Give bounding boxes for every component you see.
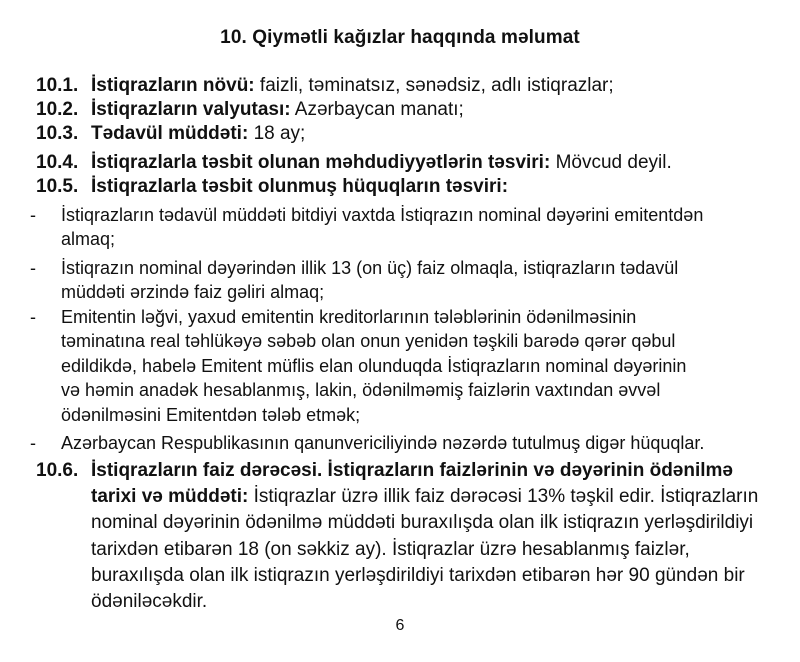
item-text: 18 ay; bbox=[248, 123, 306, 144]
item-line: ödəniləcəkdir. bbox=[91, 591, 208, 613]
item-number: 10.3. bbox=[36, 123, 79, 144]
bullet-dash: - bbox=[30, 433, 36, 453]
item-number: 10.5. bbox=[36, 176, 79, 197]
item-body bbox=[91, 458, 791, 615]
item-line: tarixi və müddəti: İstiqrazlar üzrə illik faiz dərəcəsi 13% təşkil edir. İstiqrazların bbox=[91, 486, 759, 508]
bullet-text: İstiqrazın nominal dəyərindən illik 13 (on üç) faiz olmaqla, istiqrazların tədavül müddəti ərzində faiz gəliri almaq; bbox=[61, 258, 679, 303]
bullet-text: İstiqrazların tədavül müddəti bitdiyi vaxtda İstiqrazın nominal dəyərini emitentdən almaq; bbox=[61, 205, 704, 250]
item-label: İstiqrazların faiz dərəcəsi. İstiqrazların faizlərinin və dəyərinin ödənilmə bbox=[91, 460, 733, 481]
item-label: İstiqrazların növü: bbox=[91, 75, 255, 96]
item-line: nominal dəyərinin ödənilmə müddəti buraxılışda olan ilk istiqrazın yerləşdirildiyi bbox=[91, 512, 754, 534]
item-body bbox=[91, 151, 672, 175]
item-text: faizli, təminatsız, sənədsiz, adlı istiqrazlar; bbox=[254, 75, 614, 96]
bullet-dash: - bbox=[30, 307, 36, 327]
bullet-dash: - bbox=[30, 205, 36, 225]
item-text: Azərbaycan manatı; bbox=[290, 99, 464, 120]
item-number: 10.6. bbox=[36, 460, 79, 481]
item-body bbox=[91, 122, 305, 146]
bullet-text: Emitentin ləğvi, yaxud emitentin kreditorlarının tələblərinin ödənilməsinin təminatına real təhlükəyə səbəb olan onun yenidən təşkili barədə qərər qəbul edildikdə, habelə Emitent müflis elan olunduqda İstiqrazların nominal dəyərinin və həmin anadək hesablanmış, lakin, ödənilməmiş faizlərin vaxtından əvvəl ödənilməsini Emitentdən tələb etmək; bbox=[61, 307, 687, 425]
bullet-dash: - bbox=[30, 258, 36, 278]
item-label: İstiqrazlarla təsbit olunan məhdudiyyətlərin təsviri: bbox=[91, 152, 551, 173]
item-line: buraxılışda olan ilk istiqrazın yerləşdirildiyi tarixdən etibarən hər 90 gündən bir bbox=[91, 564, 745, 586]
item-body bbox=[91, 98, 464, 122]
item-number: 10.1. bbox=[36, 75, 79, 96]
item-body bbox=[91, 175, 508, 199]
item-label: İstiqrazların valyutası: bbox=[91, 99, 291, 120]
item-body bbox=[91, 74, 614, 98]
item-line: tarixdən etibarən 18 (on səkkiz ay). İstiqrazlar üzrə hesablanmış faizlər, bbox=[91, 538, 690, 560]
item-label: İstiqrazlarla təsbit olunmuş hüquqların təsviri: bbox=[91, 176, 509, 197]
page-number: 6 bbox=[395, 617, 405, 634]
bullet-text: Azərbaycan Respublikasının qanunvericiliyində nəzərdə tutulmuş digər hüquqlar. bbox=[61, 433, 705, 453]
item-number: 10.4. bbox=[36, 152, 79, 173]
item-text: Mövcud deyil. bbox=[550, 152, 672, 173]
item-label: Tədavül müddəti: bbox=[91, 123, 249, 144]
item-number: 10.2. bbox=[36, 99, 79, 120]
section-title: 10. Qiymətli kağızlar haqqında məlumat bbox=[220, 27, 580, 48]
